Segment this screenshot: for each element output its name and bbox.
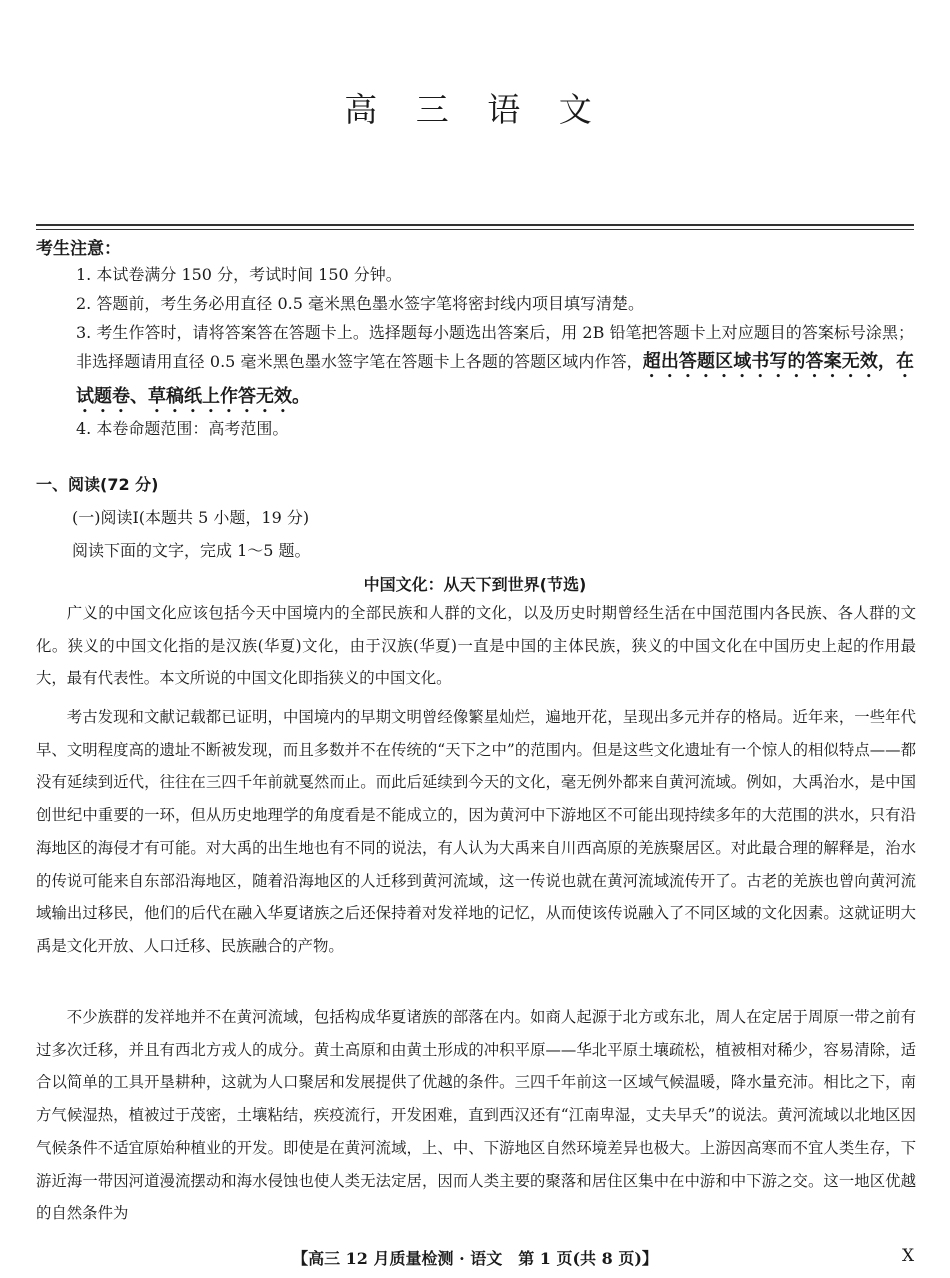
- section-heading: 一、阅读(72 分): [36, 475, 159, 494]
- article-paragraph-1: 广义的中国文化应该包括今天中国境内的全部民族和人群的文化，以及历史时期曾经生活在中国范围内各民族、各人群的文化。狭义的中国文化指的是汉族(华夏)文化，由于汉族(华夏)一直是中国的主体民族，狭义的中国文化在中国历史上起的作用最大，最有代表性。本文所说的中国文化即指狭义的中国文化。: [36, 604, 916, 688]
- header-rule-thick: [36, 224, 914, 226]
- exam-title: 高 三 语 文: [344, 90, 606, 129]
- notice-item-3: [76, 318, 914, 417]
- section-subheading: (一)阅读Ⅰ(本题共 5 小题，19 分): [72, 508, 310, 527]
- article-paragraph-3: 不少族群的发祥地并不在黄河流域，包括构成华夏诸族的部落在内。如商人起源于北方或东北，周人在定居于周原一带之前有过多次迁移，并且有西北方戎人的成分。黄土高原和由黄土形成的冲积平原——华北平原土壤疏松，植被相对稀少，容易清除，适合以简单的工具开垦耕种，这就为人口聚居和发展提供了优越的条件。三四千年前这一区域气候温暖，降水量充沛。相比之下，南方气候湿热，植被过于茂密，土壤粘结，疾疫流行，开发困难，直到西汉还有“江南卑湿，丈夫早夭”的说法。黄河流域以北地区因气候条件不适宜原始种植业的开发。即使是在黄河流域，上、中、下游地区自然环境差异也极大。上游因高寒而不宜人类生存，下游近海一带因河道漫流摆动和海水侵蚀也使人类无法定居，因而人类主要的聚落和居住区集中在中游和中下游之交。这一地区优越的自然条件为: [36, 1008, 916, 1223]
- notice-item-3-text: 3. 考生作答时，请将答案答在答题卡上。选择题每小题选出答案后，用 2B 铅笔把答题卡上对应题目的答案标号涂黑；非选择题请用直径 0.5 毫米黑色墨水签字笔在答题卡上各题的答题区域内作答，: [76, 323, 914, 371]
- header-rule-thin: [36, 229, 914, 230]
- notice-item-4: 4. 本卷命题范围：高考范围。: [76, 419, 289, 438]
- notice-item-2: 2. 答题前，考生务必用直径 0.5 毫米黑色墨水签字笔将密封线内项目填写清楚。: [76, 294, 644, 313]
- page-footer: 【高三 12 月质量检测 · 语文 第 1 页(共 8 页)】: [292, 1249, 658, 1268]
- notice-item-1: 1. 本试卷满分 150 分，考试时间 150 分钟。: [76, 265, 402, 284]
- article-title: 中国文化：从天下到世界(节选): [363, 575, 587, 594]
- notice-heading: 考生注意：: [36, 239, 121, 259]
- footer-mark: X: [902, 1246, 915, 1266]
- notice-item-3-emphasis: 超出答题区域书写的答案无效，在试题卷、草稿纸上作答无效。: [76, 351, 914, 407]
- section-instruction: 阅读下面的文字，完成 1～5 题。: [72, 541, 311, 560]
- article-paragraph-2: 考古发现和文献记载都已证明，中国境内的早期文明曾经像繁星灿烂，遍地开花，呈现出多元并存的格局。近年来，一些年代早、文明程度高的遗址不断被发现，而且多数并不在传统的“天下之中”的范围内。但是这些文化遗址有一个惊人的相似特点——都没有延续到近代，往往在三四千年前就戛然而止。而此后延续到今天的文化，毫无例外都来自黄河流域。例如，大禹治水，是中国创世纪中重要的一环，但从历史地理学的角度看是不能成立的，因为黄河中下游地区不可能出现持续多年的大范围的洪水，只有沿海地区的海侵才有可能。对大禹的出生地也有不同的说法，有人认为大禹来自川西高原的羌族聚居区。对此最合理的解释是，治水的传说可能来自东部沿海地区，随着沿海地区的人迁移到黄河流域，这一传说也就在黄河流域流传开了。古老的羌族也曾向黄河流域输出过移民，他们的后代在融入华夏诸族之后还保持着对发祥地的记忆，从而使该传说融入了不同区域的文化因素。这就证明大禹是文化开放、人口迁移、民族融合的产物。: [36, 708, 916, 955]
